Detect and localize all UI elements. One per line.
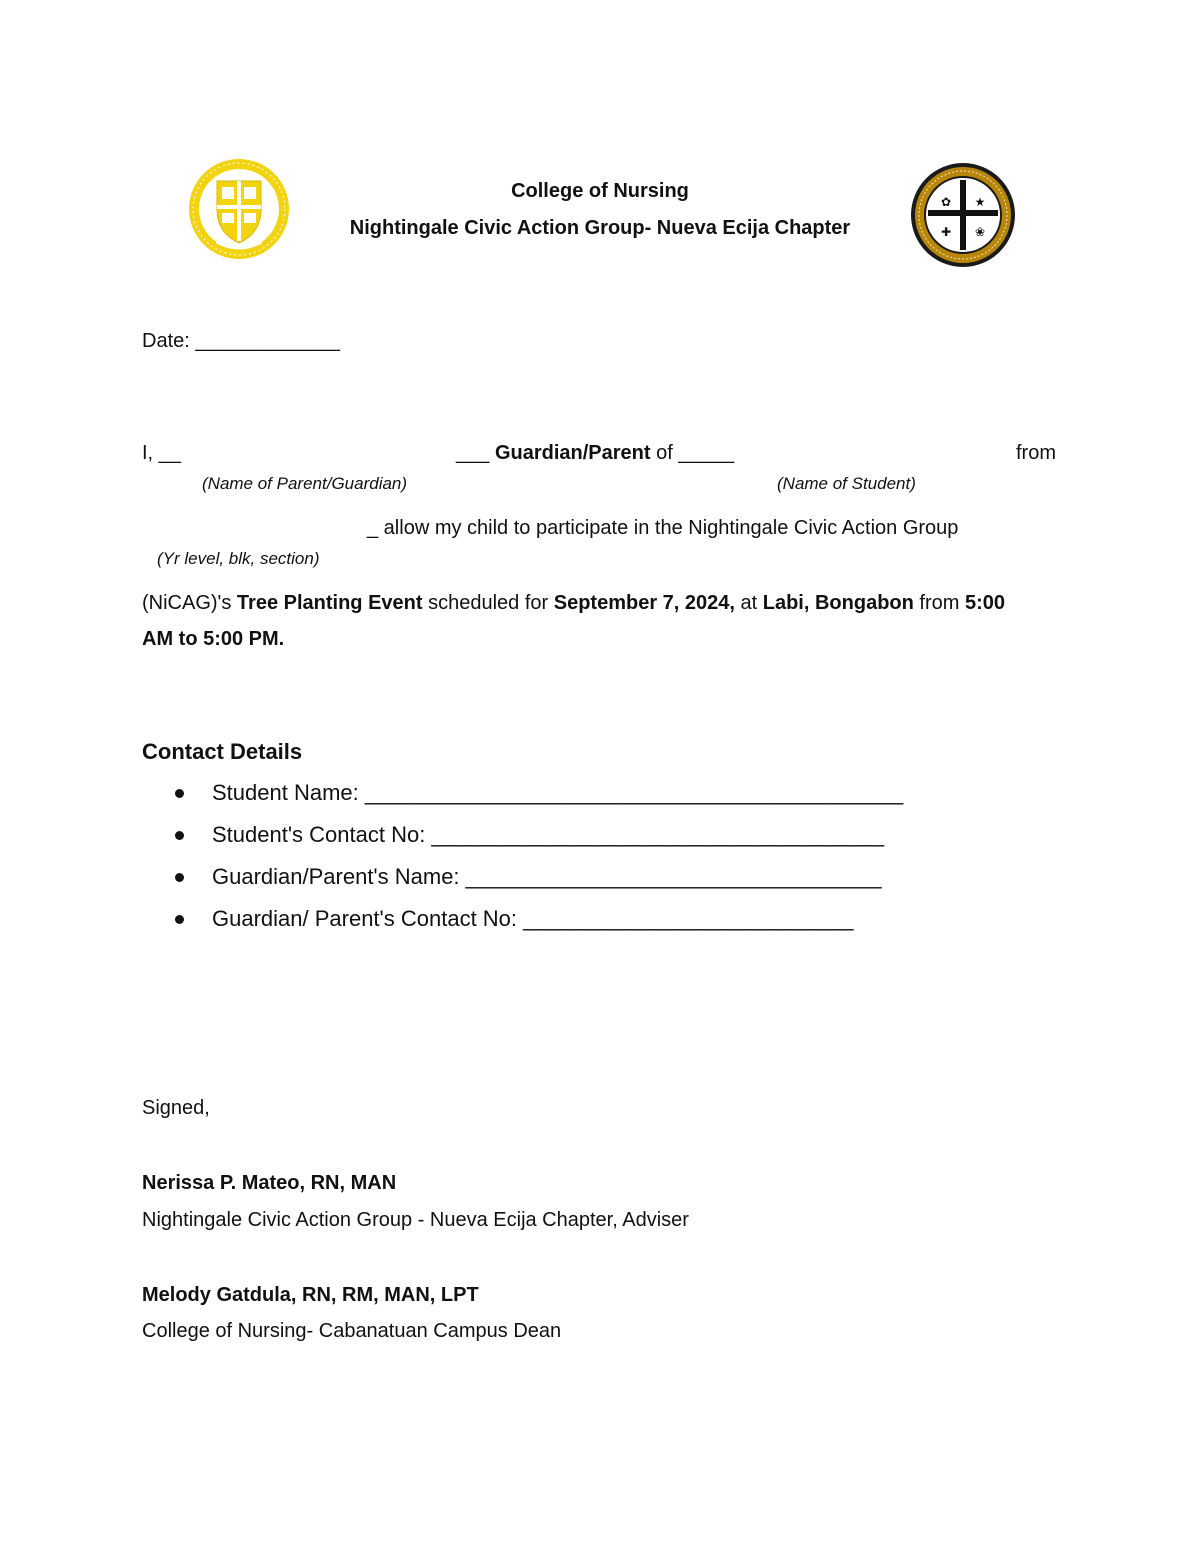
consent-event-line (142, 592, 1005, 615)
date-field[interactable]: _____________ (195, 330, 340, 352)
event-end-time: AM to 5:00 PM. (142, 628, 285, 650)
signatory-2-title: College of Nursing- Cabanatuan Campus Dean (142, 1320, 562, 1342)
signatory-2-name: Melody Gatdula, RN, RM, MAN, LPT (142, 1284, 479, 1306)
event-date: September 7, 2024, (553, 592, 735, 614)
text-scheduled: scheduled for (422, 592, 554, 614)
header-college: College of Nursing (511, 180, 689, 202)
nicag-cross-seal-icon (910, 162, 1016, 268)
signatory-1-name: Nerissa P. Mateo, RN, MAN (142, 1172, 397, 1194)
contact-heading: Contact Details (142, 739, 303, 764)
guardian-name-item[interactable]: Guardian/Parent's Name: __________________________________ (212, 864, 882, 889)
date-line (142, 330, 340, 353)
header-organization: Nightingale Civic Action Group- Nueva Ecija Chapter (349, 217, 851, 239)
svg-text:✚: ✚ (940, 225, 952, 239)
bullet-icon (175, 789, 184, 798)
svg-text:✿: ✿ (940, 195, 952, 209)
date-label: Date: (142, 330, 190, 352)
svg-text:★: ★ (974, 195, 986, 209)
signed-label: Signed, (142, 1097, 210, 1119)
event-start-time: 5:00 (964, 592, 1005, 614)
college-shield-seal-icon (187, 157, 291, 261)
signatory-1-title: Nightingale Civic Action Group - Nueva Ecija Chapter, Adviser (142, 1209, 689, 1231)
event-place: Labi, Bongabon (762, 592, 914, 614)
bullet-icon (175, 873, 184, 882)
bullet-icon (175, 831, 184, 840)
caption-year-level: (Yr level, blk, section) (157, 549, 320, 568)
student-name-item[interactable]: Student Name: ____________________________________________ (212, 780, 904, 805)
student-name-field[interactable]: of _____ (656, 442, 734, 464)
caption-student-name: (Name of Student) (777, 474, 916, 493)
bullet-icon (175, 915, 184, 924)
svg-text:❀: ❀ (974, 225, 986, 239)
student-contact-item[interactable]: Student's Contact No: _____________________________________ (212, 822, 885, 847)
caption-parent-name: (Name of Parent/Guardian) (202, 474, 408, 493)
consent-allow-text: _ allow my child to participate in the Nightingale Civic Action Group (367, 517, 959, 539)
consent-line1-mid (456, 442, 734, 465)
consent-parent-field[interactable]: I, __ (142, 442, 181, 464)
guardian-parent-label: Guardian/Parent (494, 442, 651, 464)
event-name: Tree Planting Event (236, 592, 423, 614)
parent-blank-end[interactable]: ___ (456, 442, 490, 464)
text-at: at (734, 592, 763, 614)
text-nicag: (NiCAG)'s (142, 592, 237, 614)
guardian-contact-item[interactable]: Guardian/ Parent's Contact No: ___________________________ (212, 906, 854, 931)
from-label: from (1016, 442, 1056, 464)
text-from: from (913, 592, 965, 614)
